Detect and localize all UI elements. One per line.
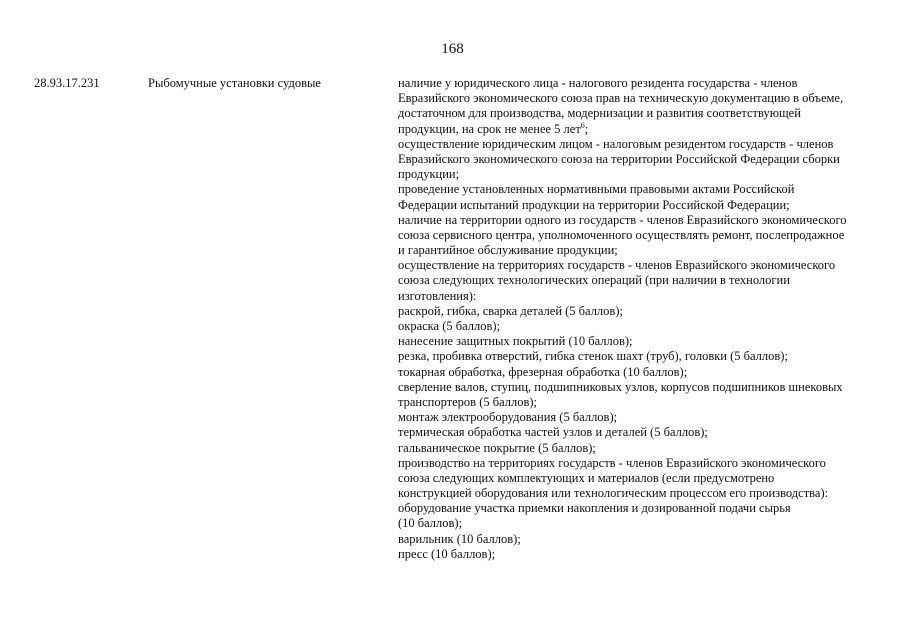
requirement-text: наличие на территории одного из государств - членов Евразийского экономического — [398, 212, 847, 227]
requirement-line — [398, 334, 873, 349]
requirement-line — [398, 441, 873, 456]
requirement-line — [398, 471, 873, 486]
requirement-text: наличие у юридического лица - налогового резидента государства - членов — [398, 76, 798, 90]
requirement-text: нанесение защитных покрытий (10 баллов); — [398, 334, 633, 349]
requirement-line — [398, 365, 873, 380]
requirement-line — [398, 532, 873, 547]
page-number: 168 — [441, 41, 464, 57]
requirement-text: изготовления): — [398, 288, 477, 303]
requirement-line — [398, 91, 873, 106]
requirement-line — [398, 547, 873, 562]
requirement-text: союза следующих комплектующих и материалов (если предусмотрено — [398, 470, 775, 485]
requirement-text: окраска (5 баллов); — [398, 319, 501, 333]
requirement-text: Евразийского экономического союза прав на техническую документацию в объеме, — [398, 91, 844, 106]
requirement-line — [398, 425, 873, 440]
requirement-text: варильник (10 баллов); — [398, 531, 521, 546]
requirement-line — [398, 122, 873, 137]
requirement-text: продукции, на срок не менее 5 лет — [398, 121, 581, 136]
product-name: Рыбомучные установки судовые — [148, 76, 321, 90]
requirement-text: (10 баллов); — [398, 516, 463, 531]
requirement-text: достаточном для производства, модернизации и развития соответствующей — [398, 106, 801, 121]
requirement-text: осуществление на территориях государств - членов Евразийского экономического — [398, 258, 836, 273]
requirement-text: раскрой, гибка, сварка деталей (5 баллов); — [398, 303, 623, 318]
requirement-text: союза сервисного центра, уполномоченного осуществлять ремонт, послепродажное — [398, 227, 845, 242]
requirement-text: оборудование участка приемки накопления и дозированной подачи сырья — [398, 501, 791, 516]
requirement-line — [398, 167, 873, 182]
requirement-line — [398, 349, 873, 364]
requirement-line — [398, 152, 873, 167]
requirement-line — [398, 304, 873, 319]
requirement-text: осуществление юридическим лицом - налоговым резидентом государств - членов — [398, 136, 834, 151]
requirement-line — [398, 319, 873, 334]
requirement-text: резка, пробивка отверстий, гибка стенок шахт (труб), головки (5 баллов); — [398, 349, 788, 364]
requirement-text: токарная обработка, фрезерная обработка (10 баллов); — [398, 364, 688, 379]
requirement-line — [398, 106, 873, 121]
requirement-line — [398, 395, 873, 410]
footnote-marker: 6 — [580, 120, 585, 130]
requirement-line — [398, 486, 873, 501]
requirement-text: термическая обработка частей узлов и деталей (5 баллов); — [398, 425, 708, 440]
requirement-line — [398, 456, 873, 471]
requirement-line — [398, 198, 873, 213]
requirement-line — [398, 228, 873, 243]
requirement-text: транспортеров (5 баллов); — [398, 394, 538, 409]
requirement-line — [398, 76, 873, 91]
requirement-line — [398, 137, 873, 152]
requirement-line — [398, 501, 873, 516]
requirement-line — [398, 182, 873, 197]
requirement-line — [398, 273, 873, 288]
requirement-text: Федерации испытаний продукции на территории Российской Федерации; — [398, 197, 790, 212]
requirement-text: конструкцией оборудования или технологическим процессом его производства): — [398, 486, 829, 501]
requirements-list — [398, 76, 873, 562]
requirement-text: гальваническое покрытие (5 баллов); — [398, 440, 596, 455]
requirement-text: и гарантийное обслуживание продукции; — [398, 243, 618, 258]
requirement-text: союза следующих технологических операций (при наличии в технологии — [398, 273, 790, 288]
requirement-line — [398, 213, 873, 228]
requirement-line — [398, 289, 873, 304]
requirement-text-suffix: ; — [584, 121, 589, 136]
requirement-line — [398, 516, 873, 531]
requirement-text: продукции; — [398, 167, 460, 182]
requirement-text: пресс (10 баллов); — [398, 546, 496, 561]
requirement-text: производство на территориях государств - членов Евразийского экономического — [398, 455, 826, 470]
requirement-text: проведение установленных нормативными правовыми актами Российской — [398, 182, 795, 197]
requirement-text: монтаж электрооборудования (5 баллов); — [398, 410, 618, 425]
requirement-text: сверление валов, ступиц, подшипниковых узлов, корпусов подшипников шнековых — [398, 379, 843, 394]
product-code: 28.93.17.231 — [34, 76, 100, 90]
requirement-line — [398, 380, 873, 395]
requirement-line — [398, 258, 873, 273]
requirement-text: Евразийского экономического союза на территории Российской Федерации сборки — [398, 151, 840, 166]
requirement-line — [398, 410, 873, 425]
requirement-line — [398, 243, 873, 258]
